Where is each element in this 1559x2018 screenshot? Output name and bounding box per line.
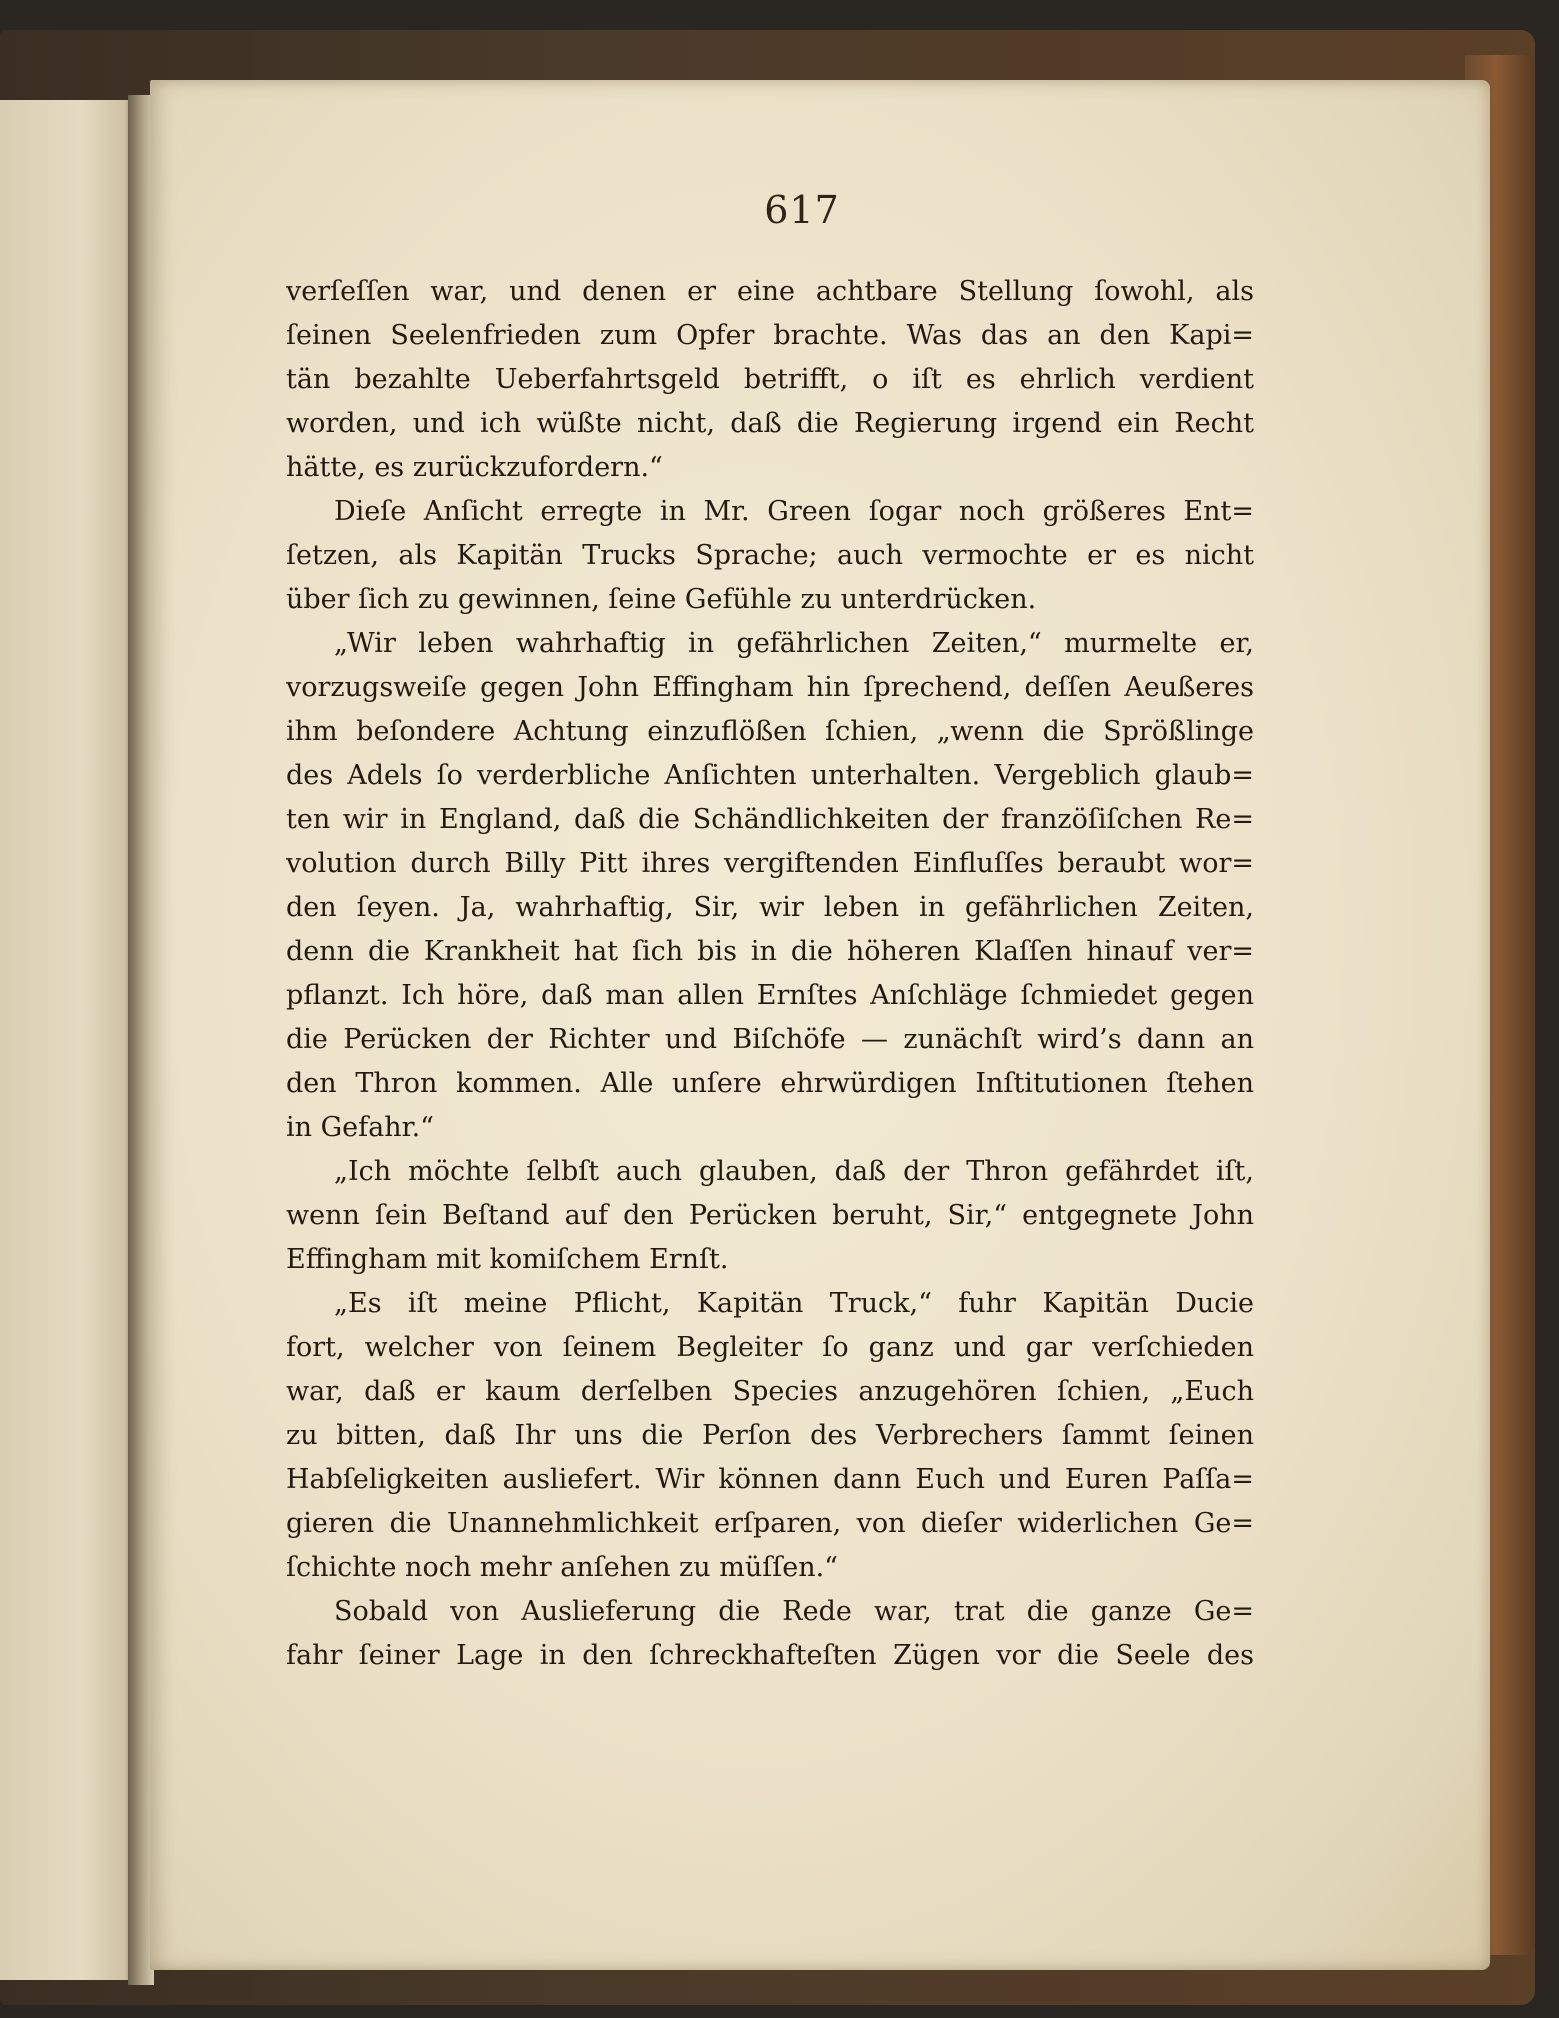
- text-line: ſchichte noch mehr anſehen zu müſſen.“: [286, 1552, 838, 1583]
- text-line: fahr ſeiner Lage in den ſchreckhafteſten Zügen vor die Seele des: [286, 1640, 1254, 1671]
- text-line: vorzugsweiſe gegen John Effingham hin ſprechend, deſſen Aeußeres: [286, 672, 1254, 703]
- text-line: hätte, es zurückzufordern.“: [286, 452, 663, 483]
- text-line: wenn ſein Beſtand auf den Perücken beruht, Sir,“ entgegnete John: [286, 1200, 1254, 1231]
- text-line: volution durch Billy Pitt ihres vergiftenden Einfluſſes beraubt wor=: [286, 848, 1254, 879]
- text-line: war, daß er kaum derſelben Species anzugehören ſchien, „Euch: [286, 1376, 1254, 1407]
- text-line: ſetzen, als Kapitän Trucks Sprache; auch vermochte er es nicht: [286, 540, 1254, 571]
- text-line: Sobald von Auslieferung die Rede war, trat die ganze Ge=: [334, 1596, 1254, 1627]
- text-line: den Thron kommen. Alle unſere ehrwürdigen Inſtitutionen ſtehen: [286, 1068, 1254, 1099]
- text-line: zu bitten, daß Ihr uns die Perſon des Verbrechers ſammt ſeinen: [286, 1420, 1254, 1451]
- text-line: ſeinen Seelenfrieden zum Opfer brachte. Was das an den Kapi=: [286, 320, 1254, 351]
- text-line: Dieſe Anſicht erregte in Mr. Green ſogar noch größeres Ent=: [334, 496, 1254, 527]
- text-line: des Adels ſo verderbliche Anſichten unterhalten. Vergeblich glaub=: [286, 760, 1254, 791]
- text-line: den ſeyen. Ja, wahrhaftig, Sir, wir leben in gefährlichen Zeiten,: [286, 892, 1254, 923]
- text-line: „Ich möchte ſelbſt auch glauben, daß der Thron gefährdet iſt,: [334, 1156, 1254, 1187]
- text-line: tän bezahlte Ueberfahrtsgeld betrifft, o iſt es ehrlich verdient: [286, 364, 1254, 395]
- page-text: [286, 270, 1254, 1678]
- text-line: ten wir in England, daß die Schändlichkeiten der franzöſiſchen Re=: [286, 804, 1254, 835]
- text-line: Habſeligkeiten ausliefert. Wir können dann Euch und Euren Paſſa=: [286, 1464, 1254, 1495]
- text-line: fort, welcher von ſeinem Begleiter ſo ganz und gar verſchieden: [286, 1332, 1254, 1363]
- text-line: worden, und ich wüßte nicht, daß die Regierung irgend ein Recht: [286, 408, 1254, 439]
- text-line: „Es iſt meine Pflicht, Kapitän Truck,“ fuhr Kapitän Ducie: [334, 1288, 1254, 1319]
- text-line: Effingham mit komiſchem Ernſt.: [286, 1244, 729, 1275]
- text-line: verſeſſen war, und denen er eine achtbare Stellung ſowohl, als: [286, 276, 1254, 307]
- text-line: gieren die Unannehmlichkeit erſparen, von dieſer widerlichen Ge=: [286, 1508, 1254, 1539]
- text-line: über ſich zu gewinnen, ſeine Gefühle zu unterdrücken.: [286, 584, 1037, 615]
- text-line: denn die Krankheit hat ſich bis in die höheren Klaſſen hinauf ver=: [286, 936, 1254, 967]
- text-line: ihm beſondere Achtung einzuflößen ſchien, „wenn die Sprößlinge: [286, 716, 1254, 747]
- facing-page: [0, 100, 135, 1980]
- text-line: „Wir leben wahrhaftig in gefährlichen Zeiten,“ murmelte er,: [334, 628, 1254, 659]
- page-number: 617: [764, 188, 840, 232]
- text-line: in Gefahr.“: [286, 1112, 434, 1143]
- text-line: die Perücken der Richter und Biſchöfe — zunächſt wird’s dann an: [286, 1024, 1254, 1055]
- text-line: pflanzt. Ich höre, daß man allen Ernſtes Anſchläge ſchmiedet gegen: [286, 980, 1254, 1011]
